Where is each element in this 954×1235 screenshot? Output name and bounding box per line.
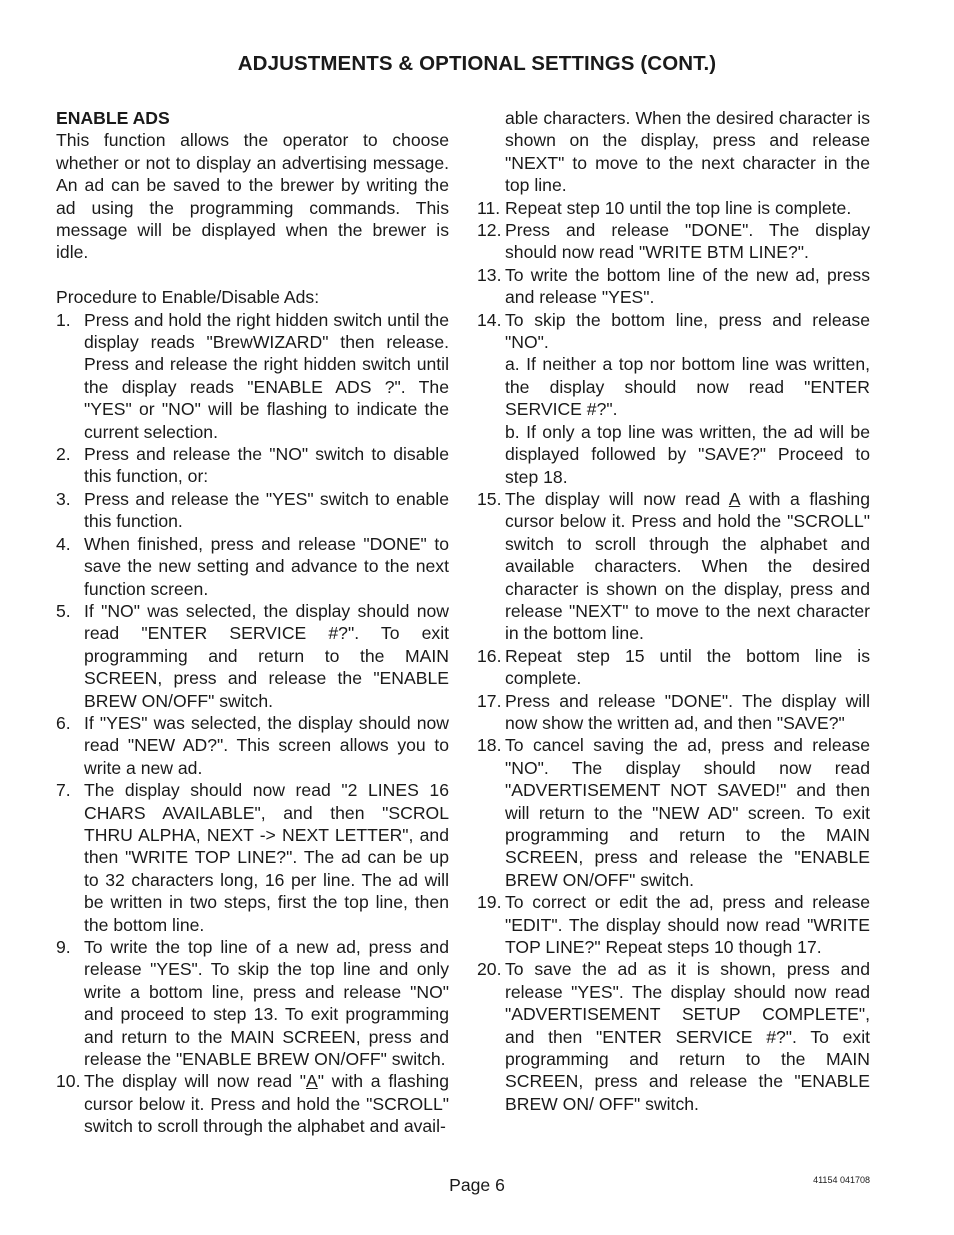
- step-item: 15. The display will now read A with a flashing cursor below it. Press and hold the "SCROLL" switch to scroll through the alphabet and available characters. When the desired character is shown on the display, press and release "NEXT" to move to the next character in the bottom line.: [477, 488, 870, 644]
- step-item: 3. Press and release the "YES" switch to enable this function.: [56, 488, 449, 532]
- right-column: [477, 107, 870, 1115]
- step-continuation: able characters. When the desired character is shown on the display, press and release "NEXT" to move to the next character in the top line.: [505, 108, 870, 196]
- step-item: 1. Press and hold the right hidden switch until the display reads "BrewWIZARD" then release. Press and release the right hidden switch until the display reads "ENABLE ADS ?". The "YES" or "NO" will be flashing to indicate the current selection.: [56, 309, 449, 442]
- document-code: 41154 041708: [813, 1175, 870, 1185]
- step-item: 12. Press and release "DONE". The display should now read "WRITE BTM LINE?".: [477, 220, 870, 263]
- step-item: 7. The display should now read "2 LINES 16 CHARS AVAILABLE", and then "SCROL THRU ALPHA, NEXT -> NEXT LETTER", and then "WRITE TOP LINE?". The ad can be up to 32 characters long, 16 per line. The ad will be written in two steps, first the top line, then the bottom line.: [56, 780, 449, 935]
- step-item: 20. To save the ad as it is shown, press and release "YES". The display should now read "ADVERTISEMENT SETUP COMPLETE", and then "ENTER SERVICE #?". To exit programming and return to the MAIN SCREEN, press and release the "ENABLE BREW ON/ OFF" switch.: [477, 959, 870, 1114]
- underlined-character: A: [728, 488, 740, 509]
- step-item: 16. Repeat step 15 until the bottom line is complete.: [477, 645, 870, 689]
- step-item: 6. If "YES" was selected, the display should now read "NEW AD?". This screen allows you to write a new ad.: [56, 712, 449, 778]
- left-column: [56, 107, 449, 1138]
- section-heading: ENABLE ADS: [56, 108, 170, 128]
- intro-paragraph: This function allows the operator to choose whether or not to display an advertising message. An ad can be saved to the brewer by writing the ad using the programming commands. This message will be displayed when the brewer is idle.: [56, 130, 449, 263]
- step-item: 4. When finished, press and release "DONE" to save the new setting and advance to the next function screen.: [56, 533, 449, 599]
- step-item: 18. To cancel saving the ad, press and release "NO". The display should now read "ADVERTISEMENT NOT SAVED!" and then will return to the "NEW AD" screen. To exit programming and return to the MAIN SCREEN, press and release the "ENABLE BREW ON/OFF" switch.: [477, 735, 870, 890]
- page-number: Page 6: [449, 1175, 505, 1195]
- step-item: 11. Repeat step 10 until the top line is complete.: [477, 197, 852, 218]
- step-item: 14. To skip the bottom line, press and release "NO".: [477, 309, 870, 353]
- step-item: 10. The display will now read "A" with a flashing cursor below it. Press and hold the "SCROLL" switch to scroll through the alphabet and avail-: [56, 1071, 449, 1137]
- step-item: 9. To write the top line of a new ad, press and release "YES". To skip the top line and only write a bottom line, press and release "NO" and proceed to step 13. To exit programming and return to the MAIN SCREEN, press and release the "ENABLE BREW ON/OFF" switch.: [56, 937, 449, 1070]
- underlined-character: A: [306, 1071, 318, 1092]
- step-item: 2. Press and release the "NO" switch to disable this function, or:: [56, 444, 449, 487]
- step-item: 17. Press and release "DONE". The display will now show the written ad, and then "SAVE?": [477, 690, 870, 733]
- step-item: 19. To correct or edit the ad, press and release "EDIT". The display should now read "WRITE TOP LINE?" Repeat steps 10 though 17.: [477, 892, 870, 958]
- step-item: 5. If "NO" was selected, the display should now read "ENTER SERVICE #?". To exit programming and return to the MAIN SCREEN, press and release the "ENABLE BREW ON/OFF" switch.: [56, 600, 449, 711]
- procedure-label: Procedure to Enable/Disable Ads:: [56, 287, 320, 308]
- step-item: 13. To write the bottom line of the new ad, press and release "YES".: [477, 264, 870, 308]
- substep-b: b. If only a top line was written, the ad will be displayed followed by "SAVE?" Proceed to step 18.: [505, 421, 870, 487]
- page-title: ADJUSTMENTS & OPTIONAL SETTINGS (CONT.): [237, 52, 717, 75]
- substep-a: a. If neither a top nor bottom line was written, the display should now read "ENTER SERVICE #?".: [505, 354, 870, 420]
